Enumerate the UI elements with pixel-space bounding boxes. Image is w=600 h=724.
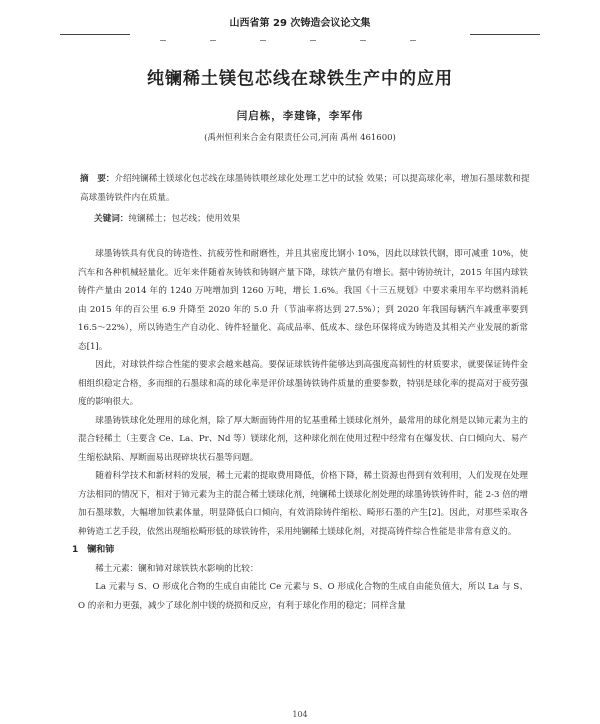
body-paragraph: 随着科学技术和新材料的发展，稀土元素的提取费用降低，价格下降，稀土资源也得到有效利用，人们发现在处理方法相同的情况下，相对于铈元素为主的混合稀土镁球化剂，纯镧稀土镁球化剂处理的球墨铸铁铸件时，能 2-3 倍的增加石墨球数，大幅增加铁素体量，明显降低白口倾向，有效消除铸件缩松、畸形石墨的产生[2]。因此，对那些采取各种铸造工艺手段，依然出现缩松畸形低的球铁铸件，采用纯镧稀土镁球化剂，对提高铸件综合性能是非常有意义的。: [78, 471, 528, 537]
abstract-text: 介绍纯镧稀土镁球化包芯线在球墨铸铁喂丝球化处理工艺中的试验 效果；可以提高球化率，增加石墨球数和提高球墨铸铁件内在质量。: [80, 174, 530, 203]
keywords: [94, 212, 524, 224]
article-affiliation: (禹州恒利来合金有限责任公司,河南 禹州 461600): [204, 133, 396, 143]
header-decoration: [150, 40, 450, 43]
article-title: 纯镧稀土镁包芯线在球铁生产中的应用: [147, 69, 453, 89]
keywords-label: 关键词：: [94, 214, 129, 224]
section-heading: 1 镧和铈: [72, 545, 115, 555]
abstract: [80, 170, 530, 208]
running-header: 山西省第 29 次铸造会议论文集: [229, 18, 371, 29]
abstract-label: 摘 要：: [80, 174, 115, 184]
body-paragraph: 因此，对球铁件综合性能的要求会越来越高。要保证球铁铸件能够达到高强度高韧性的材质要求，就要保证铸件金相组织稳定合格，多而细的石墨球和高的球化率是评价球墨铸铁铸件质量的重要参数，特别是球化率的提高对于疲劳强度的影响很大。: [78, 360, 528, 407]
body-paragraph: 球墨铸铁球化处理用的球化剂，除了厚大断面铸件用的钇基重稀土镁球化剂外，最常用的球化剂是以铈元素为主的混合轻稀土（主要含 Ce、La、Pr、Nd 等）镁球化剂，这种球化剂在使用过程中经常有在爆发状、白口倾向大、易产生缩松缺陷、厚断面易出现碎块状石墨等问题。: [78, 415, 528, 463]
body-paragraph: 球墨铸铁具有优良的铸造性、抗疲劳性和耐磨性，并且其密度比钢小 10%，因此以球铁代钢，即可减重 10%，使汽车和各种机械轻量化。近年来伴随着灰铸铁和铸钢产量下降，球铁产量仍有增长。据中铸协统计，2015 年国内球铁铸件产量由 2014 年的 1240 万吨增加到 1260 万吨，增长 1.6%。我国《十三五规划》中要求乘用车平均燃料消耗由 2015 年的百公里 6.9 升降至 2020 年的 5.0 升（节油率将达到 27.5%）；到 2020 年我国每辆汽车减重率要到 16.5～22%），所以铸造生产自动化、铸件轻量化、高成品率、低成本、绿色环保将成为铸造及其相关产业发展的新常态[1]。: [78, 249, 528, 352]
header-rule-left: [60, 34, 130, 35]
article-authors: 闫启栋，李建锋，李军伟: [236, 110, 364, 122]
page-number: 104: [292, 710, 308, 719]
article-body: [72, 245, 528, 615]
header-rule-right: [470, 34, 540, 35]
body-paragraph: La 元素与 S、O 形成化合物的生成自由能比 Ce 元素与 S、O 形成化合物的生成自由能负值大，所以 La 与 S、O 的亲和力更强，减少了球化剂中镁的烧损和反应，有利于球化作用的稳定；同样含量: [78, 582, 528, 611]
keywords-text: 纯镧稀土；包芯线；使用效果: [128, 214, 241, 224]
subheading: 稀土元素：镧和铈对球铁铁水影响的比较：: [95, 563, 259, 574]
